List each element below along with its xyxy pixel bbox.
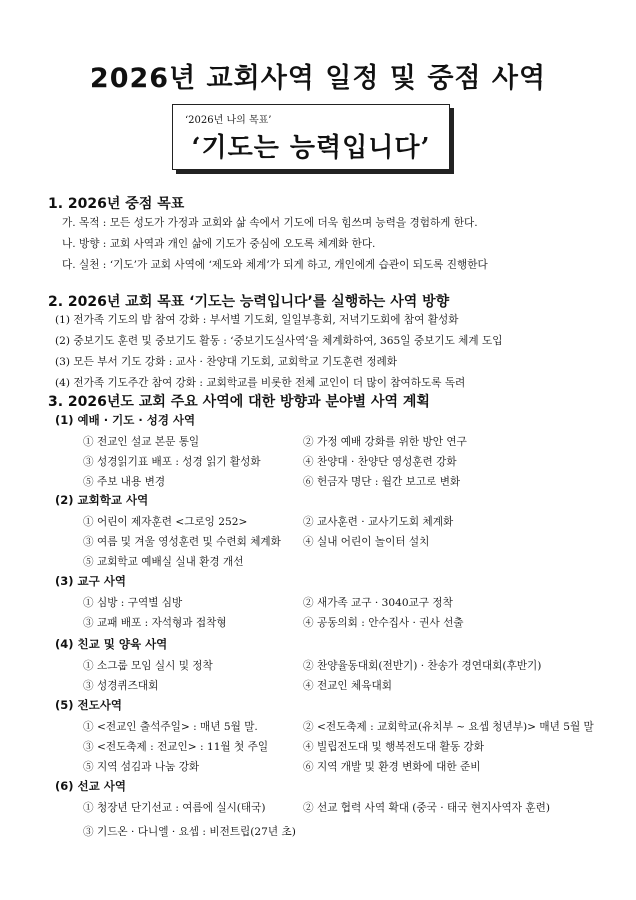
list-item: ③ 성경읽기표 배포 : 성경 읽기 활성화 <box>83 456 261 468</box>
list-item: ④ 전교인 체육대회 <box>303 680 392 692</box>
group-heading: (2) 교회학교 사역 <box>55 493 149 507</box>
section-2-line: (2) 중보기도 훈련 및 중보기도 활동 : ‘중보기도실사역’을 체계화하여, 365일 중보기도 체계 도입 <box>55 335 503 347</box>
list-item: ③ <전도축제 : 전교인> : 11월 첫 주일 <box>83 741 269 753</box>
list-item: ⑥ 헌금자 명단 : 월간 보고로 변화 <box>303 476 461 488</box>
list-item: ④ 실내 어린이 놀이터 설치 <box>303 536 430 548</box>
group-heading: (1) 예배 · 기도 · 성경 사역 <box>55 413 196 427</box>
list-item: ② 새가족 교구 · 3040교구 정착 <box>303 597 453 609</box>
group-heading: (3) 교구 사역 <box>55 574 126 588</box>
list-item: ③ 교패 배포 : 자석형과 접착형 <box>83 617 227 629</box>
list-item: ① 청장년 단기선교 : 여름에 실시(태국) <box>83 802 266 814</box>
list-item: ④ 공동의회 : 안수집사 · 권사 선출 <box>303 617 464 629</box>
list-item: ② <전도축제 : 교회학교(유치부 ~ 요셉 청년부)> 매년 5월 말 <box>303 721 594 733</box>
motto-box <box>172 104 450 170</box>
section-1-heading: 1. 2026년 중점 목표 <box>48 196 185 212</box>
motto-subtitle: ‘2026년 나의 목표’ <box>185 115 272 126</box>
section-2-heading: 2. 2026년 교회 목표 ‘기도는 능력입니다’를 실행하는 사역 방향 <box>48 294 450 310</box>
list-item: ④ 빌립전도대 및 행복전도대 활동 강화 <box>303 741 484 753</box>
list-item: ② 찬양율동대회(전반기) · 찬송가 경연대회(후반기) <box>303 660 542 672</box>
section-1-line: 다. 실천 : ‘기도’가 교회 사역에 ‘제도와 체계’가 되게 하고, 개인에게 습관이 되도록 진행한다 <box>62 259 488 271</box>
section-1-line: 가. 목적 : 모든 성도가 가정과 교회와 삶 속에서 기도에 더욱 힘쓰며 능력을 경험하게 한다. <box>62 217 478 229</box>
list-item: ① 소그룹 모임 실시 및 정착 <box>83 660 213 672</box>
list-item: ③ 기드온 · 다니엘 · 요셉 : 비전트립(27년 초) <box>83 826 296 838</box>
section-2-line: (3) 모든 부서 기도 강화 : 교사 · 찬양대 기도회, 교회학교 기도훈련 정례화 <box>55 356 398 368</box>
document-title: 2026년 교회사역 일정 및 중점 사역 <box>89 63 547 94</box>
list-item: ⑤ 교회학교 예배실 실내 환경 개선 <box>83 556 244 568</box>
group-heading: (4) 친교 및 양육 사역 <box>55 637 168 651</box>
list-item: ② 교사훈련 · 교사기도회 체계화 <box>303 516 454 528</box>
section-1-line: 나. 방향 : 교회 사역과 개인 삶에 기도가 중심에 오도록 체계화 한다. <box>62 238 376 250</box>
list-item: ① <전교인 출석주일> : 매년 5월 말. <box>83 721 258 733</box>
section-3-heading: 3. 2026년도 교회 주요 사역에 대한 방향과 분야별 사역 계획 <box>48 394 430 410</box>
list-item: ① 전교인 설교 본문 통일 <box>83 436 200 448</box>
list-item: ⑤ 지역 섬김과 나눔 강화 <box>83 761 200 773</box>
group-heading: (6) 선교 사역 <box>55 779 126 793</box>
list-item: ③ 여름 및 겨울 영성훈련 및 수련회 체계화 <box>83 536 281 548</box>
section-2-line: (4) 전가족 기도주간 참여 강화 : 교회학교를 비롯한 전체 교인이 더 많이 참여하도록 독려 <box>55 377 466 389</box>
list-item: ② 선교 협력 사역 확대 (중국 · 태국 현지사역자 훈련) <box>303 802 550 814</box>
list-item: ⑥ 지역 개발 및 환경 변화에 대한 준비 <box>303 761 481 773</box>
list-item: ② 가정 예배 강화를 위한 방안 연구 <box>303 436 467 448</box>
list-item: ④ 찬양대 · 찬양단 영성훈련 강화 <box>303 456 457 468</box>
section-2-line: (1) 전가족 기도의 밤 참여 강화 : 부서별 기도회, 일일부흥회, 저녁기도회에 참여 활성화 <box>55 314 459 326</box>
list-item: ③ 성경퀴즈대회 <box>83 680 159 692</box>
motto-text: ‘기도는 능력입니다’ <box>191 133 431 163</box>
group-heading: (5) 전도사역 <box>55 698 122 712</box>
list-item: ① 어린이 제자훈련 <그로잉 252> <box>83 516 248 528</box>
list-item: ⑤ 주보 내용 변경 <box>83 476 166 488</box>
list-item: ① 심방 : 구역별 심방 <box>83 597 183 609</box>
